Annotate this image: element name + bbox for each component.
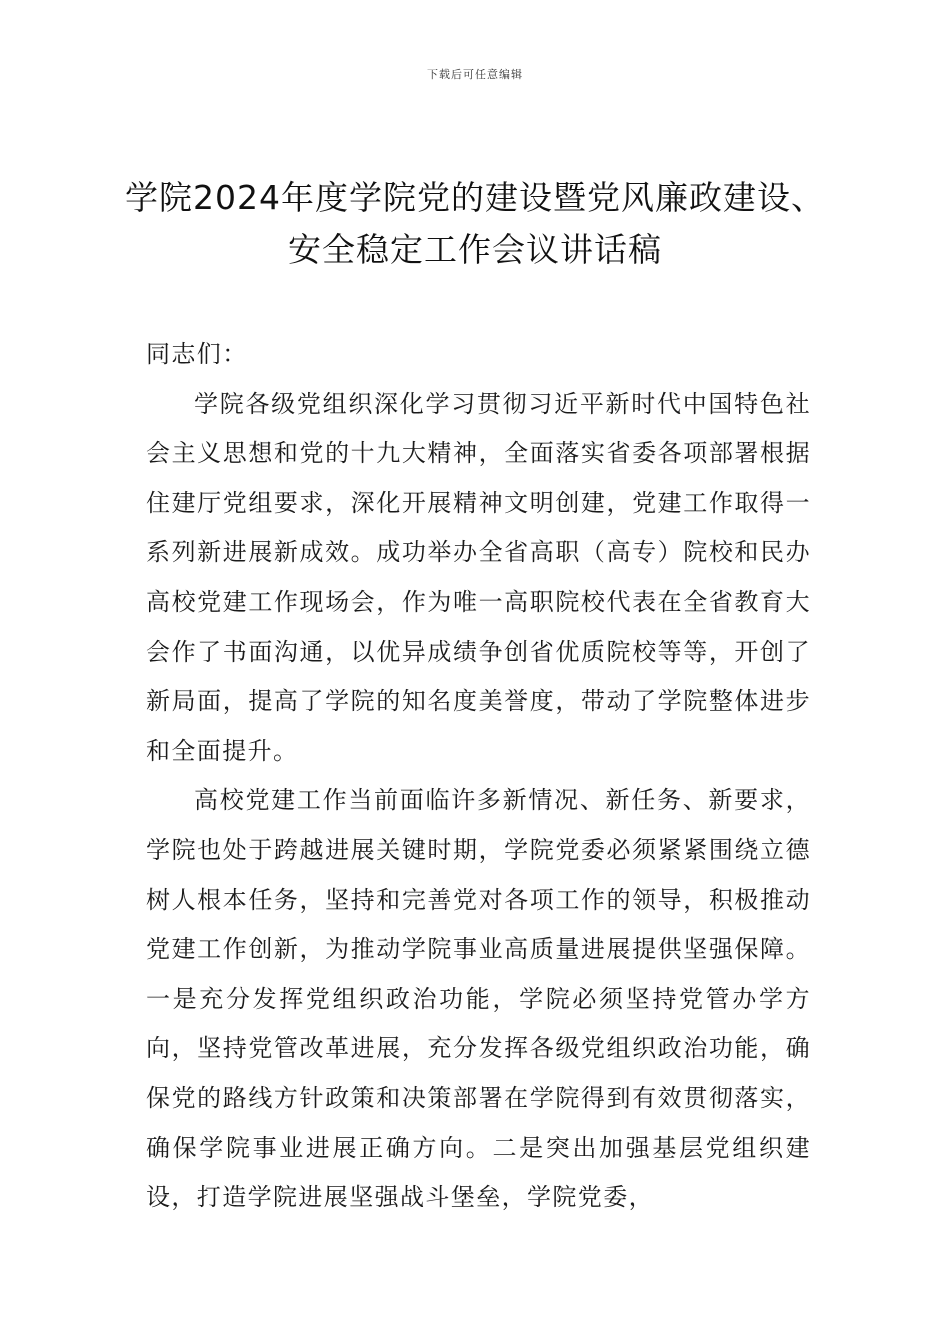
salutation: 同志们： <box>146 340 248 368</box>
document-title: 学院2024年度学院党的建设暨党风廉政建设、安全稳定工作会议讲话稿 <box>125 178 825 269</box>
paragraph-2: 高校党建工作当前面临许多新情况、新任务、新要求，学院也处于跨越进展关键时期，学院党委必须紧紧围绕立德树人根本任务，坚持和完善党对各项工作的领导，积极推动党建工作创新，为推动学院事业高质量进展提供坚强保障。一是充分发挥党组织政治功能，学院必须坚持党管办学方向，坚持党管改革进展，充分发挥各级党组织政治功能，确保党的路线方针政策和决策部署在学院得到有效贯彻落实，确保学院事业进展正确方向。二是突出加强基层党组织建设，打造学院进展坚强战斗堡垒，学院党委， <box>146 786 811 1212</box>
document-body <box>146 330 811 1223</box>
header-note: 下载后可任意编辑 <box>427 68 523 81</box>
paragraph-1: 学院各级党组织深化学习贯彻习近平新时代中国特色社会主义思想和党的十九大精神，全面落实省委各项部署根据住建厅党组要求，深化开展精神文明创建，党建工作取得一系列新进展新成效。成功举办全省高职（高专）院校和民办高校党建工作现场会，作为唯一高职院校代表在全省教育大会作了书面沟通，以优异成绩争创省优质院校等等，开创了新局面，提高了学院的知名度美誉度，带动了学院整体进步和全面提升。 <box>146 389 811 765</box>
